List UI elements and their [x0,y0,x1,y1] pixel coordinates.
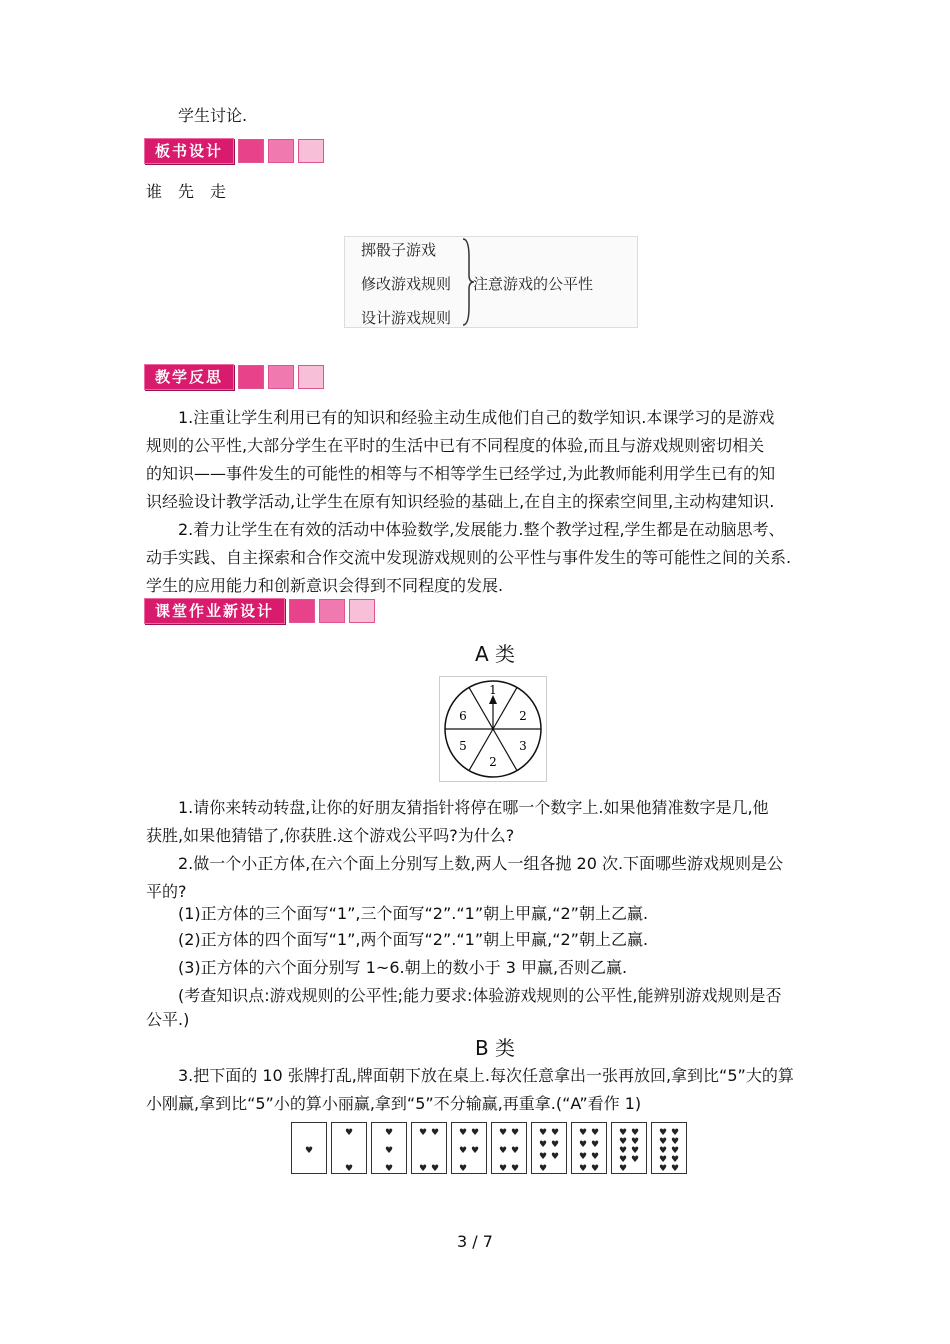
heart-icon: ♥ [305,1146,314,1156]
decor-square [298,365,324,389]
heart-icon: ♥ [419,1164,428,1174]
heart-icon: ♥ [431,1128,440,1138]
decor-square [289,599,315,623]
heart-icon: ♥ [579,1140,588,1150]
playing-card [371,1122,407,1174]
heart-icon: ♥ [385,1128,394,1138]
decor-square [319,599,345,623]
heart-icon: ♥ [659,1155,668,1165]
homework-b-line: 小刚赢,拿到比“5”小的算小丽赢,拿到“5”不分输赢,再重拿.(“A”看作 1) [146,1094,642,1113]
homework-line: 2.做一个小正方体,在六个面上分别写上数,两人一组各抛 20 次.下面哪些游戏规则是公 [178,854,784,873]
heart-icon: ♥ [659,1128,668,1138]
heart-icon: ♥ [499,1128,508,1138]
heart-icon: ♥ [671,1128,680,1138]
heart-icon: ♥ [551,1140,560,1150]
heart-icon: ♥ [539,1152,548,1162]
homework-line: 获胜,如果他猜错了,你获胜.这个游戏公平吗?为什么? [146,826,515,845]
reflection-line: 的知识——事件发生的可能性的相等与不相等学生已经学过,为此教师能利用学生已有的知 [146,464,776,483]
section-label: 板书设计 [144,138,234,164]
heart-icon: ♥ [631,1155,640,1165]
reflection-line: 动手实践、自主探索和合作交流中发现游戏规则的公平性与事件发生的等可能性之间的关系. [146,548,792,567]
spinner-number: 5 [459,739,467,753]
heart-icon: ♥ [551,1152,560,1162]
heart-icon: ♥ [471,1128,480,1138]
section-label: 教学反思 [144,364,234,390]
playing-card [291,1122,327,1174]
heart-icon: ♥ [591,1164,600,1174]
board-item: 设计游戏规则 [361,309,452,327]
heart-icon: ♥ [345,1128,354,1138]
playing-card [411,1122,447,1174]
heart-icon: ♥ [551,1128,560,1138]
decor-square [268,139,294,163]
heart-icon: ♥ [579,1164,588,1174]
heart-icon: ♥ [659,1137,668,1147]
heart-icon: ♥ [631,1137,640,1147]
board-item: 修改游戏规则 [361,275,452,293]
homework-line: 1.请你来转动转盘,让你的好朋友猜指针将停在哪一个数字上.如果他猜准数字是几,他 [178,798,769,817]
board-diagram [344,236,638,328]
heart-icon: ♥ [619,1164,628,1174]
heart-icon: ♥ [619,1128,628,1138]
section-banner-homework [144,598,375,624]
homework-line: (3)正方体的六个面分别写 1~6.朝上的数小于 3 甲赢,否则乙赢. [178,958,628,977]
heart-icon: ♥ [511,1146,520,1156]
heart-icon: ♥ [619,1155,628,1165]
heart-icon: ♥ [579,1152,588,1162]
heart-icon: ♥ [591,1128,600,1138]
playing-card [451,1122,487,1174]
board-result: 注意游戏的公平性 [473,275,594,293]
reflection-line: 1.注重让学生利用已有的知识和经验主动生成他们自己的数学知识.本课学习的是游戏 [178,408,775,427]
spinner-number: 1 [489,683,497,697]
spinner-number: 2 [519,709,527,723]
heart-icon: ♥ [671,1137,680,1147]
heart-icon: ♥ [591,1152,600,1162]
heart-icon: ♥ [499,1164,508,1174]
heart-icon: ♥ [345,1164,354,1174]
playing-card [491,1122,527,1174]
decor-square [238,139,264,163]
homework-b-line: 3.把下面的 10 张牌打乱,牌面朝下放在桌上.每次任意拿出一张再放回,拿到比“5”大的算 [178,1066,794,1085]
reflection-line: 规则的公平性,大部分学生在平时的生活中已有不同程度的体验,而且与游戏规则密切相关 [146,436,765,455]
decor-square [268,365,294,389]
heart-icon: ♥ [431,1164,440,1174]
heart-icon: ♥ [471,1146,480,1156]
playing-card [651,1122,687,1174]
homework-line: (2)正方体的四个面写“1”,两个面写“2”.“1”朝上甲赢,“2”朝上乙赢. [178,930,649,949]
playing-card [331,1122,367,1174]
heart-icon: ♥ [619,1146,628,1156]
heart-icon: ♥ [671,1146,680,1156]
heart-icon: ♥ [539,1164,548,1174]
class-a-heading: A 类 [474,642,516,666]
section-label: 课堂作业新设计 [144,598,285,624]
spinner-number: 2 [489,755,497,769]
heart-icon: ♥ [631,1146,640,1156]
intro-line: 学生讨论. [178,106,248,125]
heart-icon: ♥ [579,1128,588,1138]
board-title: 谁 先 走 [146,182,227,201]
board-item: 掷骰子游戏 [361,241,437,259]
spinner-number: 6 [459,709,467,723]
heart-icon: ♥ [671,1164,680,1174]
decor-square [238,365,264,389]
heart-icon: ♥ [591,1140,600,1150]
homework-line: 平的? [146,882,187,901]
heart-icon: ♥ [511,1164,520,1174]
playing-card [611,1122,647,1174]
spinner-number: 3 [519,739,527,753]
heart-icon: ♥ [385,1146,394,1156]
heart-icon: ♥ [459,1164,468,1174]
heart-icon: ♥ [539,1128,548,1138]
playing-card [571,1122,607,1174]
heart-icon: ♥ [511,1128,520,1138]
heart-icon: ♥ [385,1164,394,1174]
section-banner-board [144,138,324,164]
heart-icon: ♥ [659,1164,668,1174]
playing-card [531,1122,567,1174]
page-number: 3 / 7 [457,1232,493,1251]
heart-icon: ♥ [671,1155,680,1165]
heart-icon: ♥ [419,1128,428,1138]
spinner-figure [439,676,547,782]
reflection-line: 2.着力让学生在有效的活动中体验数学,发展能力.整个教学过程,学生都是在动脑思考、 [178,520,785,539]
decor-square [298,139,324,163]
heart-icon: ♥ [539,1140,548,1150]
reflection-line: 学生的应用能力和创新意识会得到不同程度的发展. [146,576,504,595]
playing-cards [291,1122,687,1174]
heart-icon: ♥ [459,1146,468,1156]
homework-line: (考查知识点:游戏规则的公平性;能力要求:体验游戏规则的公平性,能辨别游戏规则是否 [178,986,782,1005]
heart-icon: ♥ [459,1128,468,1138]
heart-icon: ♥ [659,1146,668,1156]
reflection-line: 识经验设计教学活动,让学生在原有知识经验的基础上,在自主的探索空间里,主动构建知识. [146,492,775,511]
homework-line: 公平.) [146,1010,190,1029]
section-banner-reflection [144,364,324,390]
class-b-heading: B 类 [474,1036,516,1060]
heart-icon: ♥ [631,1128,640,1138]
homework-line: (1)正方体的三个面写“1”,三个面写“2”.“1”朝上甲赢,“2”朝上乙赢. [178,904,649,923]
heart-icon: ♥ [619,1137,628,1147]
heart-icon: ♥ [499,1146,508,1156]
decor-square [349,599,375,623]
